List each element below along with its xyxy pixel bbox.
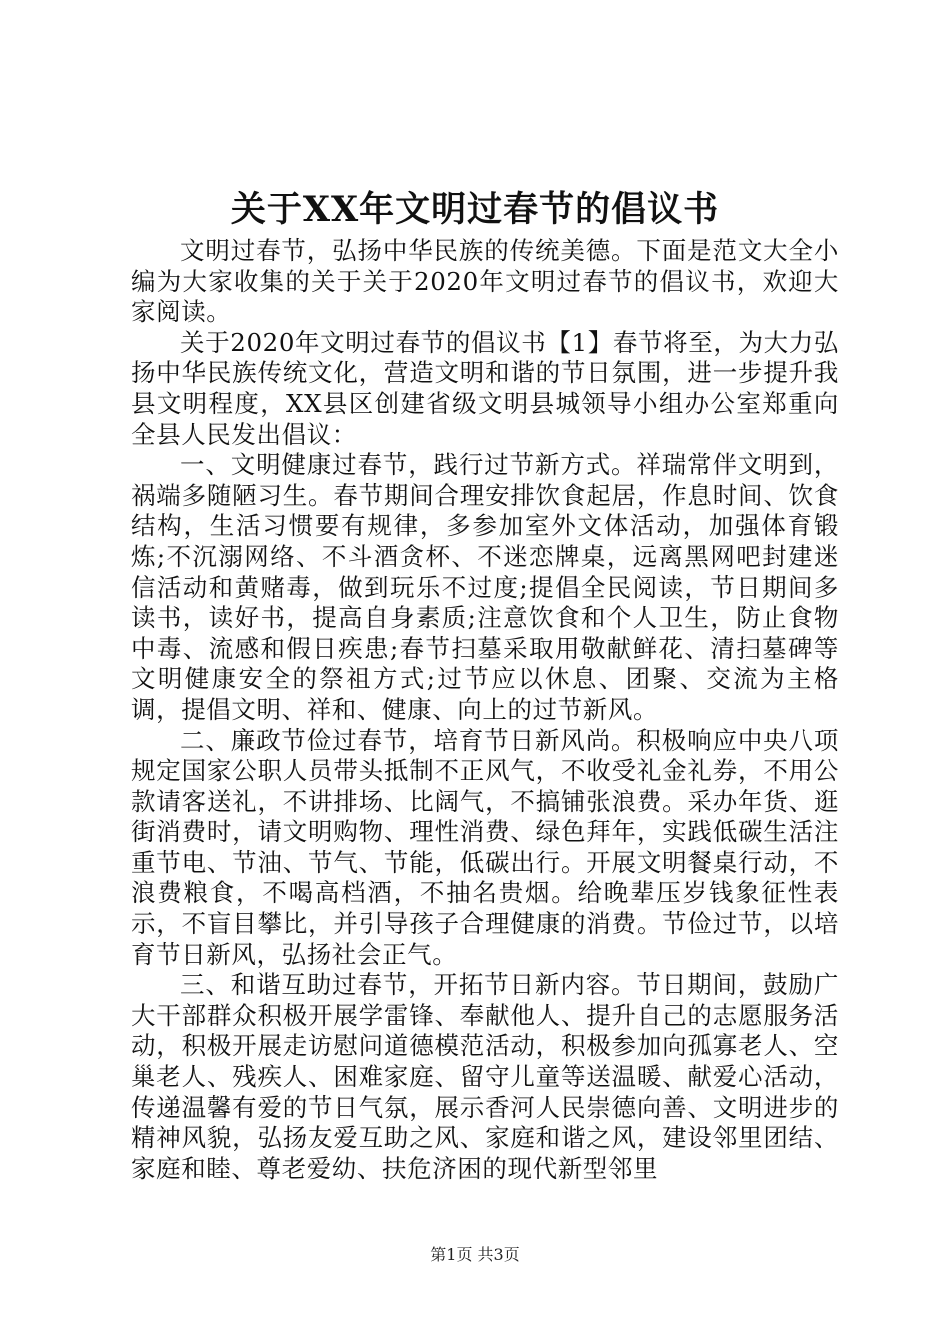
paragraph-proposal-intro: 关于2020年文明过春节的倡议书【1】春节将至，为大力弘扬中华民族传统文化，营造文明和谐的节日氛围，进一步提升我县文明程度，XX县区创建省级文明县城领导小组办公室郑重向全县人民发出倡议：	[131, 327, 839, 449]
paragraph-item-1: 一、文明健康过春节，践行过节新方式。祥瑞常伴文明到，祸端多随陋习生。春节期间合理安排饮食起居，作息时间、饮食结构，生活习惯要有规律，多参加室外文体活动，加强体育锻炼;不沉溺网络、不斗酒贪杯、不迷恋牌桌，远离黑网吧封建迷信活动和黄赌毒，做到玩乐不过度;提倡全民阅读，节日期间多读书，读好书，提高自身素质;注意饮食和个人卫生，防止食物中毒、流感和假日疾患;春节扫墓采取用敬献鲜花、清扫墓碑等文明健康安全的祭祖方式;过节应以休息、团聚、交流为主格调，提倡文明、祥和、健康、向上的过节新风。	[131, 450, 839, 724]
document-title: 关于XX年文明过春节的倡议书	[230, 189, 720, 230]
page-indicator: 第1页 共3页	[430, 1245, 520, 1264]
page-footer	[0, 1244, 950, 1266]
paragraph-item-3: 三、和谐互助过春节，开拓节日新内容。节日期间，鼓励广大干部群众积极开展学雷锋、奉献他人、提升自己的志愿服务活动，积极开展走访慰问道德模范活动，积极参加向孤寡老人、空巢老人、残疾人、困难家庭、留守儿童等送温暖、献爱心活动，传递温馨有爱的节日气氛，展示香河人民崇德向善、文明进步的精神风貌，弘扬友爱互助之风、家庭和谐之风，建设邻里团结、家庭和睦、尊老爱幼、扶危济困的现代新型邻里	[131, 970, 839, 1183]
paragraph-intro: 文明过春节，弘扬中华民族的传统美德。下面是范文大全小编为大家收集的关于关于2020年文明过春节的倡议书，欢迎大家阅读。	[131, 236, 839, 327]
paragraph-item-2: 二、廉政节俭过春节，培育节日新风尚。积极响应中央八项规定国家公职人员带头抵制不正风气，不收受礼金礼券，不用公款请客送礼，不讲排场、比阔气，不搞铺张浪费。采办年货、逛街消费时，请文明购物、理性消费、绿色拜年，实践低碳生活注重节电、节油、节气、节能，低碳出行。开展文明餐桌行动，不浪费粮食，不喝高档酒，不抽名贵烟。给晚辈压岁钱象征性表示，不盲目攀比，并引导孩子合理健康的消费。节俭过节，以培育节日新风，弘扬社会正气。	[131, 725, 839, 969]
document-body	[131, 236, 839, 1184]
